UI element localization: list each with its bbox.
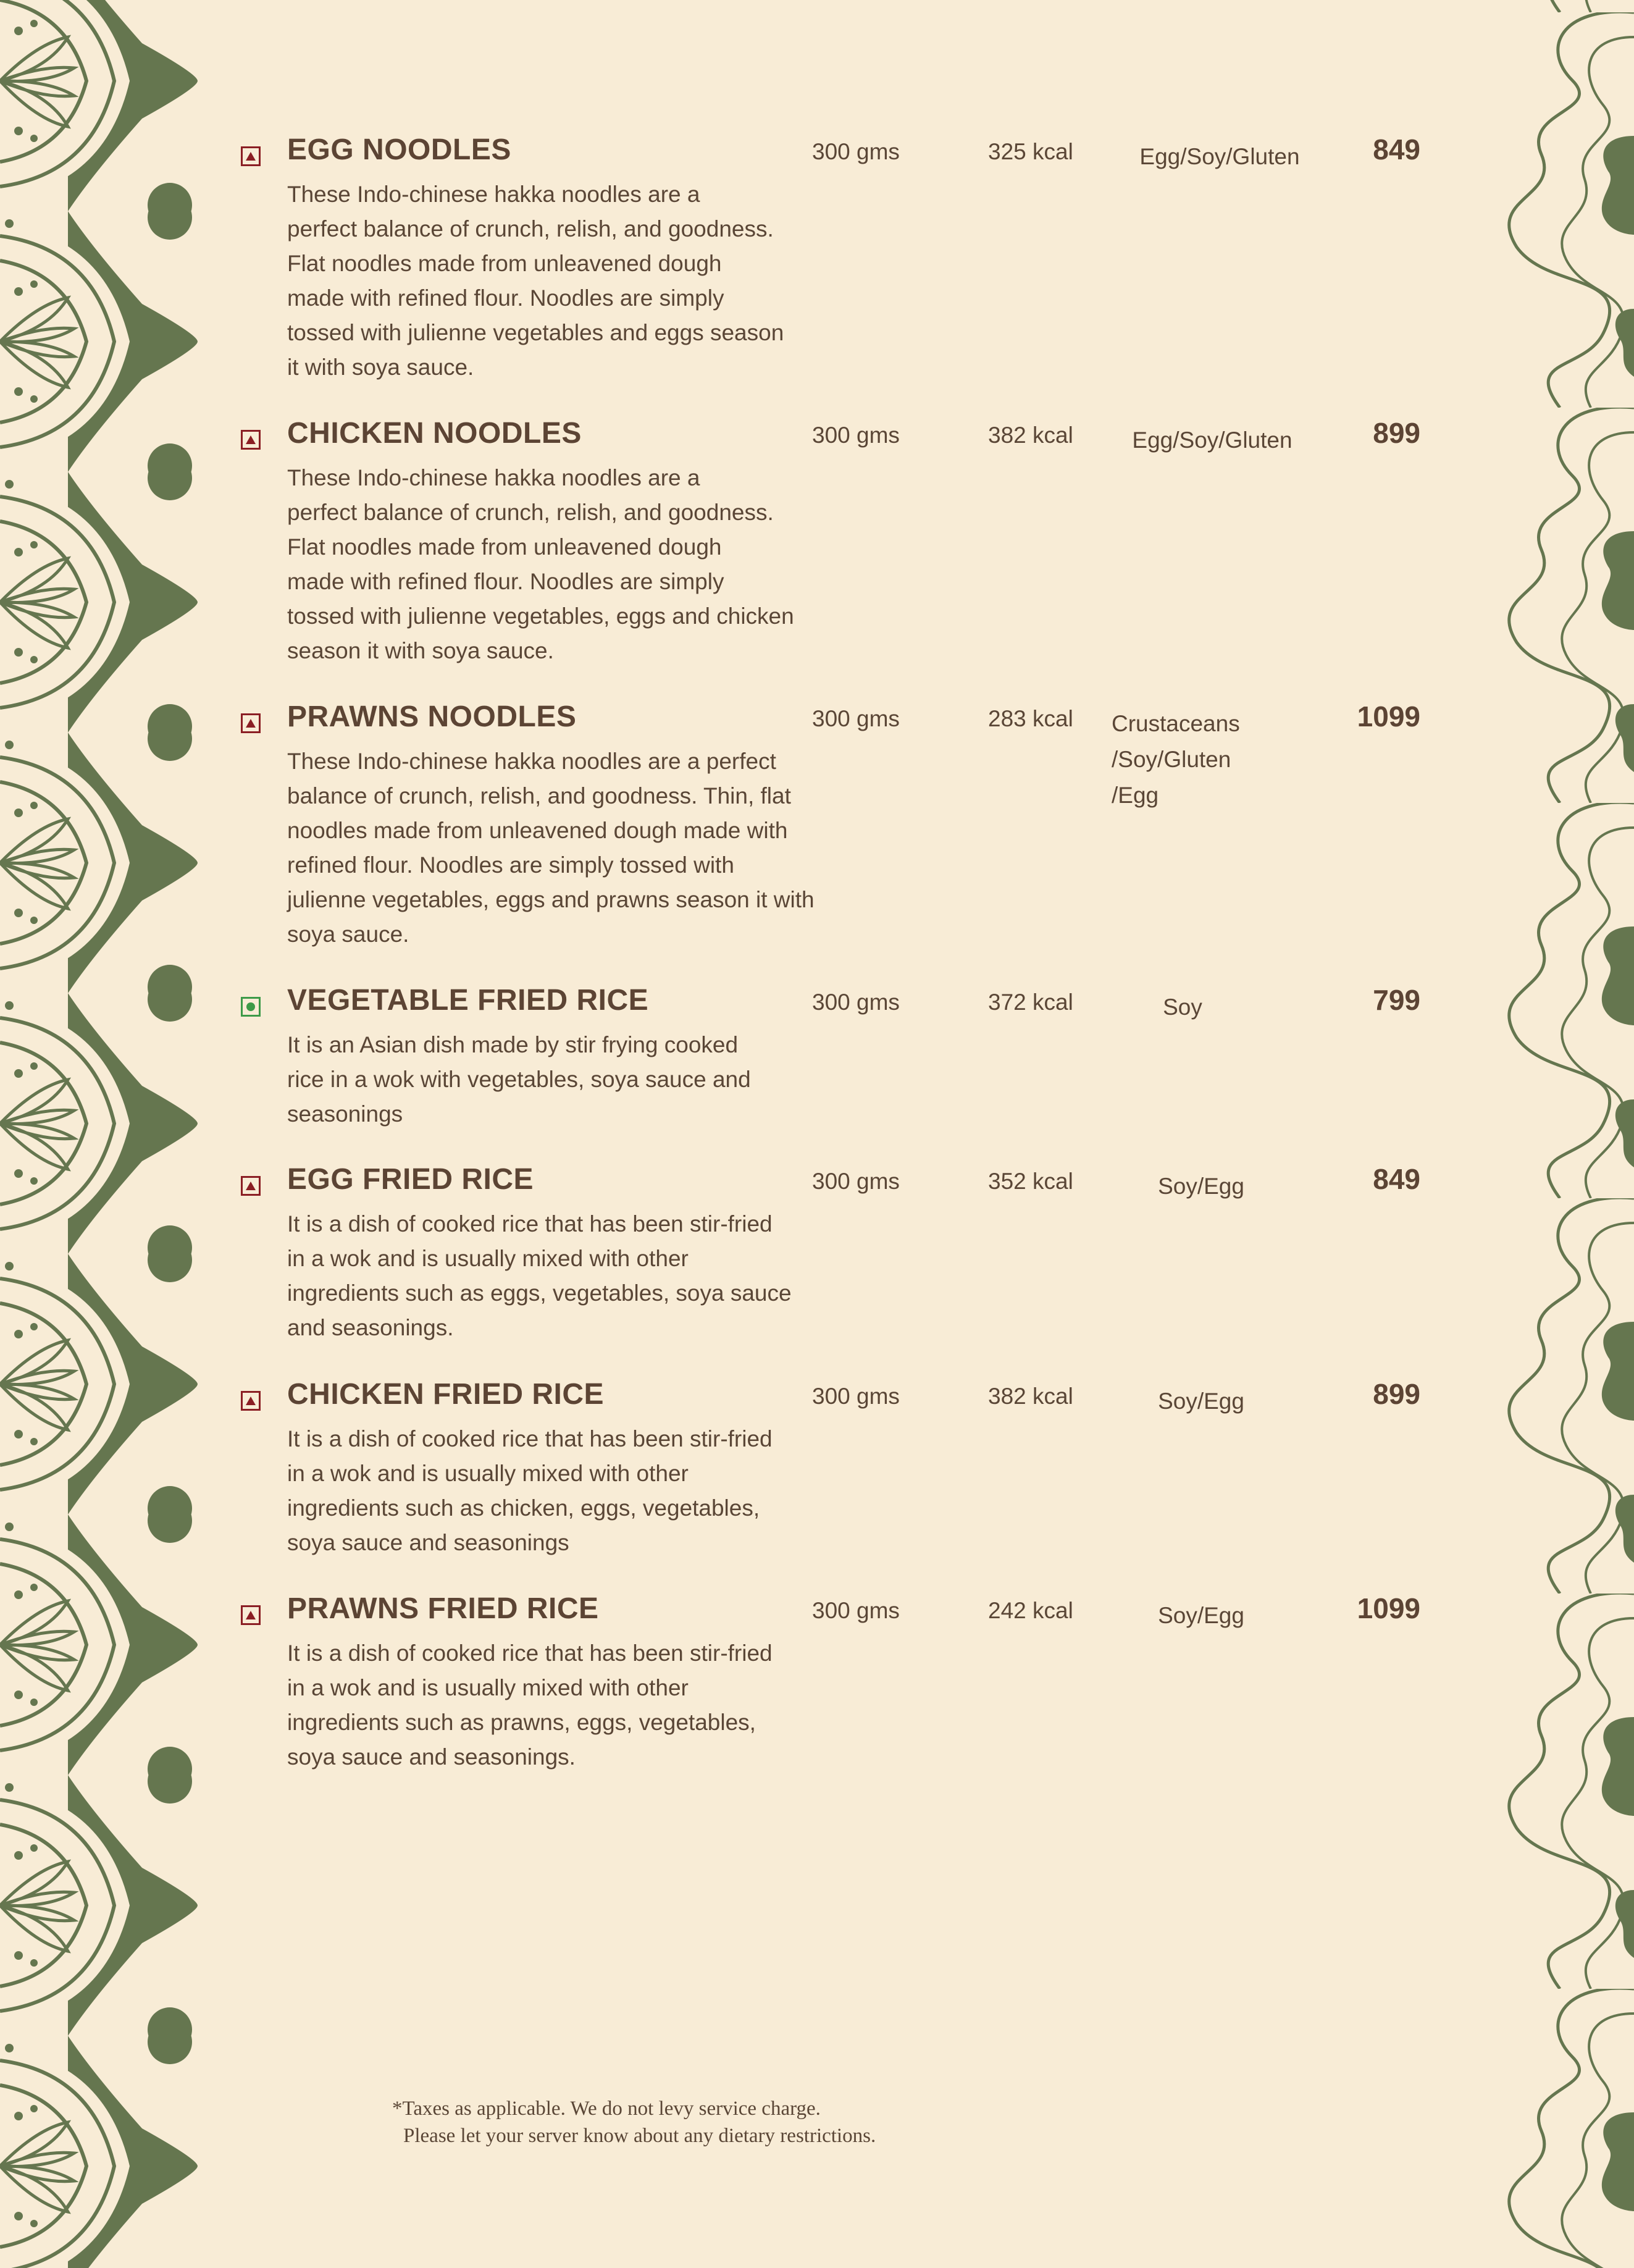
left-ornamental-border [0, 0, 204, 2268]
non-veg-marker-icon [241, 430, 261, 450]
item-name: PRAWNS NOODLES [287, 700, 577, 733]
item-price: 1099 [1357, 1592, 1420, 1624]
item-calories: 283 kcal [988, 706, 1073, 731]
tax-note: *Taxes as applicable. We do not levy service charge. [392, 2098, 821, 2120]
footer-note [392, 2095, 876, 2149]
item-price: 849 [1373, 133, 1420, 166]
item-description: It is a dish of cooked rice that has been stir-fried in a wok and is usually mixed with other ingredients such as eggs, vegetables, soya sauce and seasonings. [287, 1211, 792, 1340]
item-name: CHICKEN FRIED RICE [287, 1378, 605, 1411]
item-calories: 242 kcal [988, 1598, 1073, 1623]
item-weight: 300 gms [812, 1169, 900, 1194]
item-calories: 325 kcal [988, 139, 1073, 164]
item-calories: 382 kcal [988, 1384, 1073, 1409]
item-allergens: Soy/Egg [1158, 1388, 1244, 1414]
non-veg-marker-icon [241, 1391, 261, 1411]
item-allergens: Crustaceans /Soy/Gluten /Egg [1112, 711, 1240, 808]
item-weight: 300 gms [812, 1384, 900, 1409]
item-calories: 372 kcal [988, 989, 1073, 1015]
item-name: PRAWNS FRIED RICE [287, 1592, 599, 1625]
item-price: 1099 [1357, 700, 1420, 733]
item-name: VEGETABLE FRIED RICE [287, 984, 649, 1017]
veg-marker-icon [241, 997, 261, 1017]
item-description: These Indo-chinese hakka noodles are a perfect balance of crunch, relish, and goodness. Flat noodles made from unleavened dough made with refined flour. Noodles are simply tossed with julienne vegetables, eggs and chicken season it with soya sauce. [287, 465, 794, 663]
item-name: EGG FRIED RICE [287, 1163, 534, 1196]
item-description: These Indo-chinese hakka noodles are a perfect balance of crunch, relish, and goodness. Flat noodles made from unleavened dough made with refined flour. Noodles are simply tossed with julienne vegetables and eggs season it with soya sauce. [287, 182, 784, 380]
right-wavy-border [1449, 0, 1634, 2268]
item-calories: 382 kcal [988, 422, 1073, 448]
item-description: These Indo-chinese hakka noodles are a perfect balance of crunch, relish, and goodness. Thin, flat noodles made from unleavened dough made with refined flour. Noodles are simply tossed with julienne vegetables, eggs and prawns season it with soya sauce. [287, 749, 815, 947]
item-allergens: Egg/Soy/Gluten [1132, 427, 1293, 453]
item-name: CHICKEN NOODLES [287, 417, 582, 450]
non-veg-marker-icon [241, 1176, 261, 1196]
item-calories: 352 kcal [988, 1169, 1073, 1194]
item-description: It is a dish of cooked rice that has been stir-fried in a wok and is usually mixed with other ingredients such as prawns, eggs, vegetables, soya sauce and seasonings. [287, 1640, 773, 1770]
item-description: It is a dish of cooked rice that has been stir-fried in a wok and is usually mixed with other ingredients such as chicken, eggs, vegetables, soya sauce and seasonings [287, 1426, 773, 1555]
item-name: EGG NOODLES [287, 133, 511, 166]
non-veg-marker-icon [241, 1605, 261, 1625]
item-weight: 300 gms [812, 989, 900, 1015]
item-weight: 300 gms [812, 139, 900, 164]
item-price: 799 [1373, 984, 1420, 1016]
item-description: It is an Asian dish made by stir frying cooked rice in a wok with vegetables, soya sauce and seasonings [287, 1032, 751, 1127]
item-price: 849 [1373, 1163, 1420, 1195]
non-veg-marker-icon [241, 146, 261, 166]
item-allergens: Soy/Egg [1158, 1174, 1244, 1199]
item-weight: 300 gms [812, 1598, 900, 1623]
item-allergens: Soy/Egg [1158, 1603, 1244, 1628]
non-veg-marker-icon [241, 713, 261, 733]
item-allergens: Soy [1163, 994, 1202, 1020]
item-price: 899 [1373, 1378, 1420, 1410]
item-allergens: Egg/Soy/Gluten [1139, 144, 1300, 169]
item-weight: 300 gms [812, 706, 900, 731]
item-price: 899 [1373, 417, 1420, 449]
item-weight: 300 gms [812, 422, 900, 448]
dietary-note: Please let your server know about any dietary restrictions. [403, 2125, 876, 2147]
